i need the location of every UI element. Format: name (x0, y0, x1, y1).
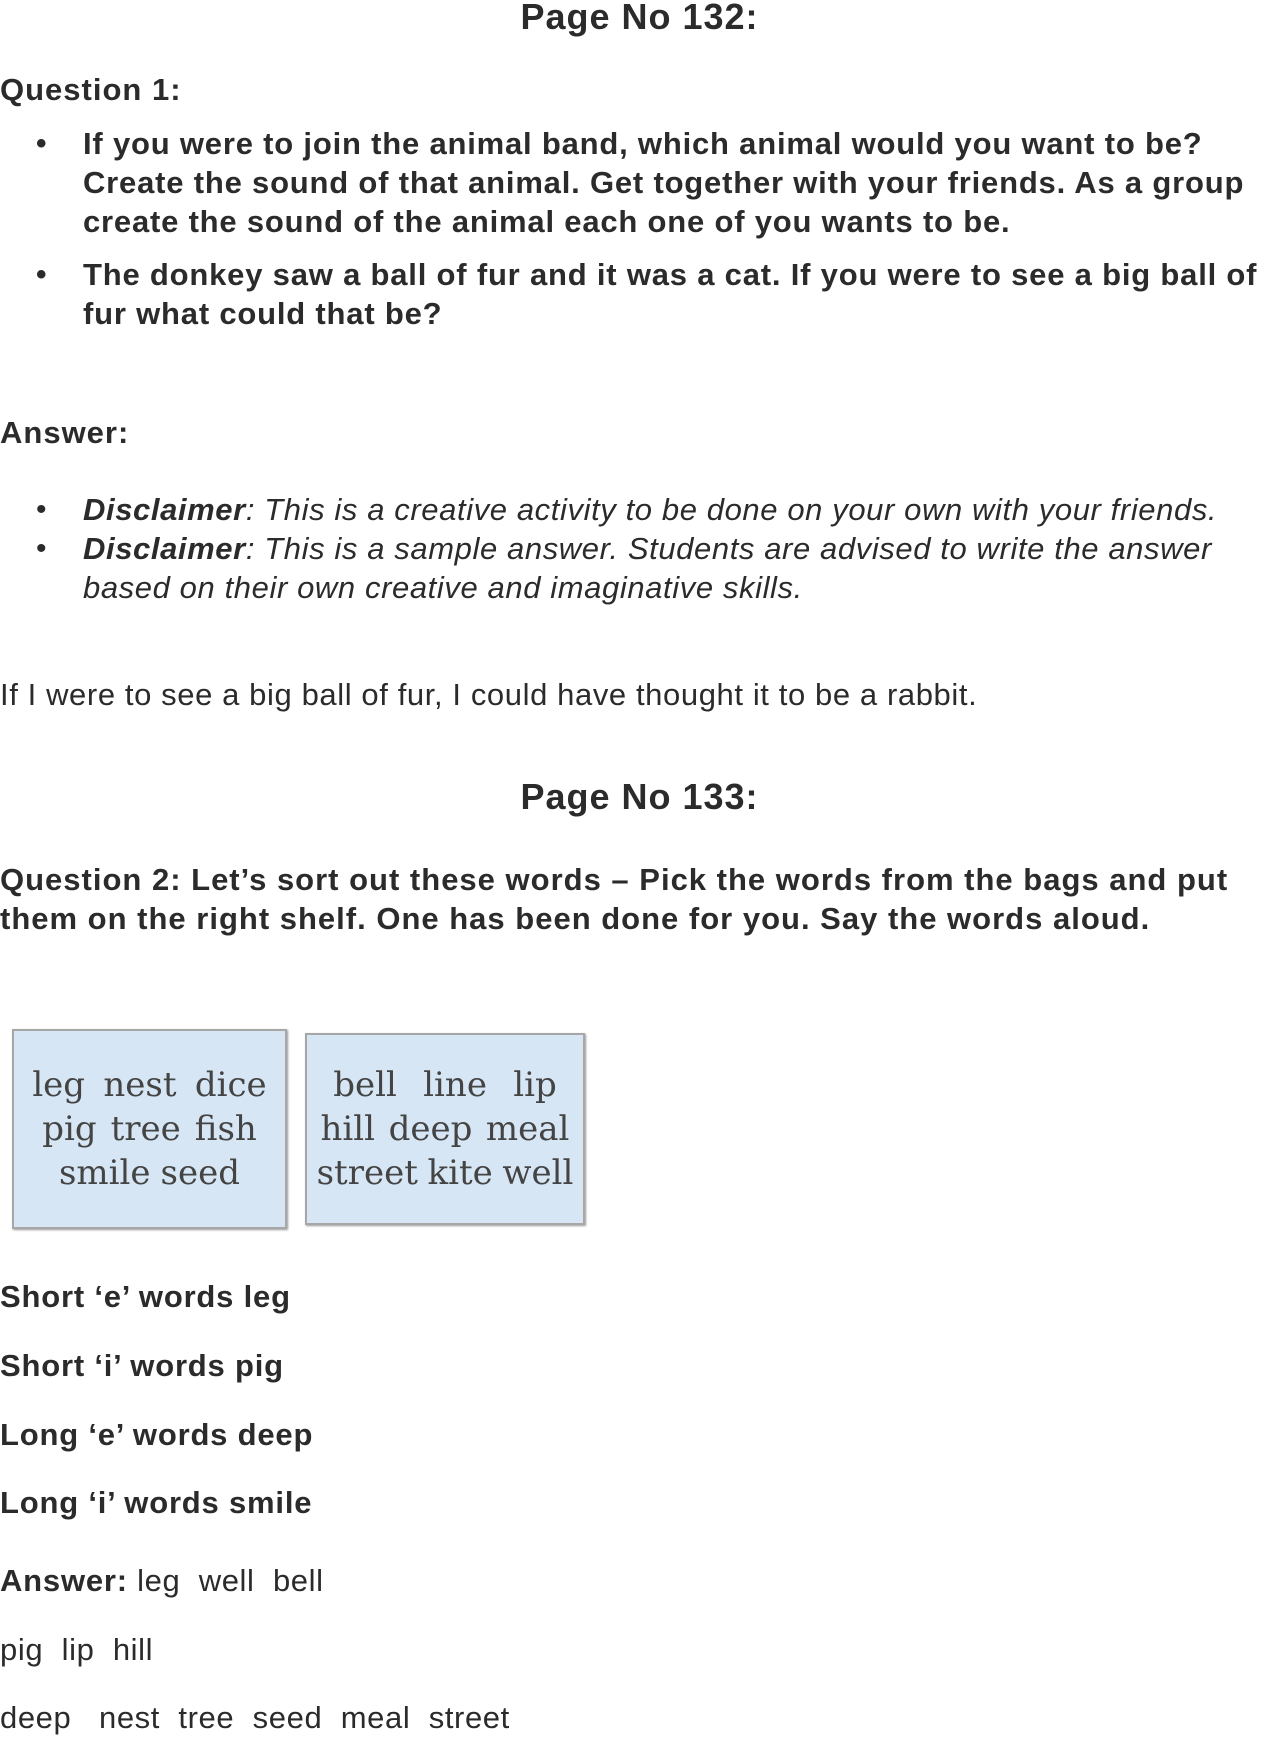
word: street (316, 1153, 418, 1193)
word: smile (58, 1153, 151, 1193)
word: meal (485, 1109, 570, 1149)
word-row (14, 1151, 285, 1195)
question-1-heading: Question 1: (0, 72, 182, 107)
bullet-icon: • (36, 532, 48, 565)
bullet-icon: • (36, 258, 48, 291)
list-item: • The donkey saw a ball of fur and it was a cat. If you were to see a big ball of fur what could that be? (36, 257, 1258, 331)
shelf-long-i: Long ‘i’ words smile (0, 1485, 313, 1520)
answer-1-heading: Answer: (0, 415, 130, 450)
word-row (307, 1151, 583, 1195)
word: line (423, 1065, 487, 1105)
answer-2-line-2: pig lip hill (0, 1632, 154, 1667)
disclaimer-list (0, 490, 1240, 607)
list-item: • Disclaimer: This is a creative activity to be done on your own with your friends. (36, 492, 1218, 527)
word: tree (110, 1109, 181, 1149)
word: leg (32, 1065, 86, 1105)
word: nest (103, 1065, 177, 1105)
question-1-list (0, 124, 1279, 333)
shelf-long-e: Long ‘e’ words deep (0, 1417, 314, 1452)
word-bag-2 (305, 1033, 585, 1225)
word: pig (42, 1109, 97, 1149)
bullet-icon: • (36, 127, 48, 160)
word-bag-1 (12, 1029, 287, 1229)
page-132-heading: Page No 132: (520, 0, 759, 37)
answer-1-text: If I were to see a big ball of fur, I could have thought it to be a rabbit. (0, 677, 978, 712)
word: hill (320, 1109, 376, 1149)
answer-2-line-3: deep nest tree seed meal street (0, 1700, 510, 1735)
disclaimer-label: Disclaimer (83, 492, 246, 527)
shelf-short-e: Short ‘e’ words leg (0, 1279, 291, 1314)
shelf-short-i: Short ‘i’ words pig (0, 1348, 284, 1383)
word: fish (194, 1109, 257, 1149)
question-2-heading: Question 2: Let’s sort out these words – Pick the words from the bags and put them on the right shelf. One has been done for you. Say the words aloud. (0, 862, 1229, 936)
answer-2-line-1: Answer: leg well bell (0, 1563, 324, 1598)
word-row (14, 1107, 285, 1151)
list-item: • If you were to join the animal band, which animal would you want to be? Create the sound of that animal. Get together with your friends. As a group create the sound of the animal each one of you wants to be. (36, 126, 1245, 239)
bullet-icon: • (36, 493, 48, 526)
word: dice (194, 1065, 267, 1105)
answer-2-label: Answer: (0, 1563, 128, 1598)
list-item: • Disclaimer: This is a sample answer. Students are advised to write the answer based on their own creative and imaginative skills. (36, 531, 1212, 605)
word: bell (333, 1065, 397, 1105)
word: lip (513, 1065, 557, 1105)
word: seed (160, 1153, 241, 1193)
word: deep (388, 1109, 473, 1149)
word-row (307, 1107, 583, 1151)
disclaimer-label: Disclaimer (83, 531, 246, 566)
page-133-heading: Page No 133: (520, 776, 759, 817)
word-row (14, 1063, 285, 1107)
word: well (502, 1153, 574, 1193)
word-row (307, 1063, 583, 1107)
word: kite (427, 1153, 493, 1193)
